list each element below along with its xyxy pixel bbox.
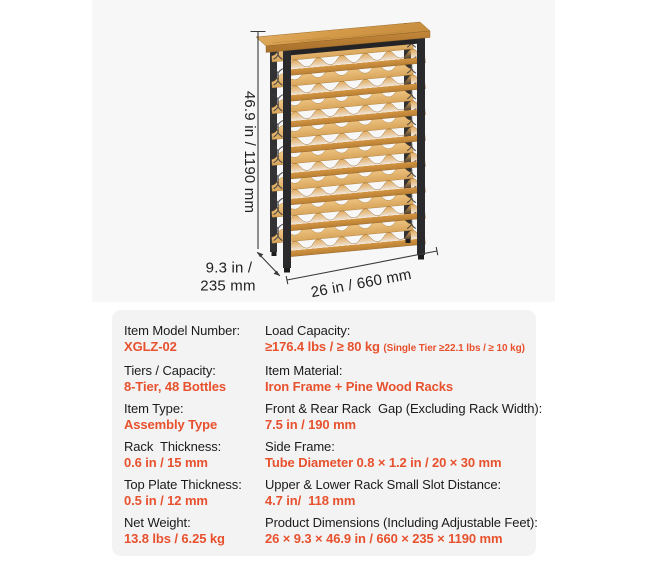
- spec-value: 8-Tier, 48 Bottles: [124, 379, 227, 394]
- spec-label: Item Model Number:: [124, 323, 240, 338]
- spec-label: Rack Thickness:: [124, 439, 222, 454]
- spec-value: 26 × 9.3 × 46.9 in / 660 × 235 × 1190 mm: [265, 531, 503, 546]
- spec-net-weight: [124, 515, 265, 547]
- spec-top-plate-thickness: [124, 477, 265, 509]
- height-dimension-label: 46.9 in / 1190 mm: [241, 90, 258, 214]
- spec-label: Item Type:: [124, 401, 184, 416]
- spec-panel: [112, 310, 543, 556]
- spec-value: 0.5 in / 12 mm: [124, 493, 208, 508]
- spec-value: 7.5 in / 190 mm: [265, 417, 356, 432]
- spec-product-dimensions: [265, 515, 542, 547]
- width-dimension-label: 26 in / 660 mm: [309, 265, 413, 302]
- spec-value: 0.6 in / 15 mm: [124, 455, 208, 470]
- spec-item-model-number: [124, 323, 265, 357]
- spec-label: Side Frame:: [265, 439, 335, 454]
- spec-tiers-capacity: [124, 363, 265, 395]
- spec-label: Load Capacity:: [265, 323, 351, 338]
- spec-rack-thickness: [124, 439, 265, 471]
- depth-dimension-label-line1: 9.3 in /: [205, 259, 253, 277]
- spec-item-type: [124, 401, 265, 433]
- spec-slot-distance: [265, 477, 542, 509]
- spec-label: Product Dimensions (Including Adjustable Feet):: [265, 515, 538, 530]
- spec-label: Front & Rear Rack Gap (Excluding Rack Width):: [265, 401, 543, 416]
- spec-value: Assembly Type: [124, 417, 218, 432]
- spec-label: Net Weight:: [124, 515, 191, 530]
- depth-dimension-label-line2: 235 mm: [200, 277, 256, 295]
- spec-value: XGLZ-02: [124, 339, 177, 354]
- spec-label: Tiers / Capacity:: [124, 363, 216, 378]
- spec-value: 13.8 lbs / 6.25 kg: [124, 531, 225, 546]
- spec-value: Tube Diameter 0.8 × 1.2 in / 20 × 30 mm: [265, 455, 502, 470]
- spec-side-frame: [265, 439, 542, 471]
- spec-value: ≥176.4 lbs / ≥ 80 kg (Single Tier ≥22.1 lbs / ≥ 10 kg): [265, 339, 525, 354]
- spec-item-material: [265, 363, 542, 395]
- spec-label: Upper & Lower Rack Small Slot Distance:: [265, 477, 501, 492]
- spec-value: Iron Frame + Pine Wood Racks: [265, 379, 454, 394]
- spec-value-note: (Single Tier ≥22.1 lbs / ≥ 10 kg): [383, 343, 525, 354]
- spec-load-capacity: [265, 323, 542, 357]
- spec-label: Item Material:: [265, 363, 343, 378]
- spec-front-rear-rack-gap: [265, 401, 542, 433]
- spec-label: Top Plate Thickness:: [124, 477, 242, 492]
- spec-value: 4.7 in/ 118 mm: [265, 493, 356, 508]
